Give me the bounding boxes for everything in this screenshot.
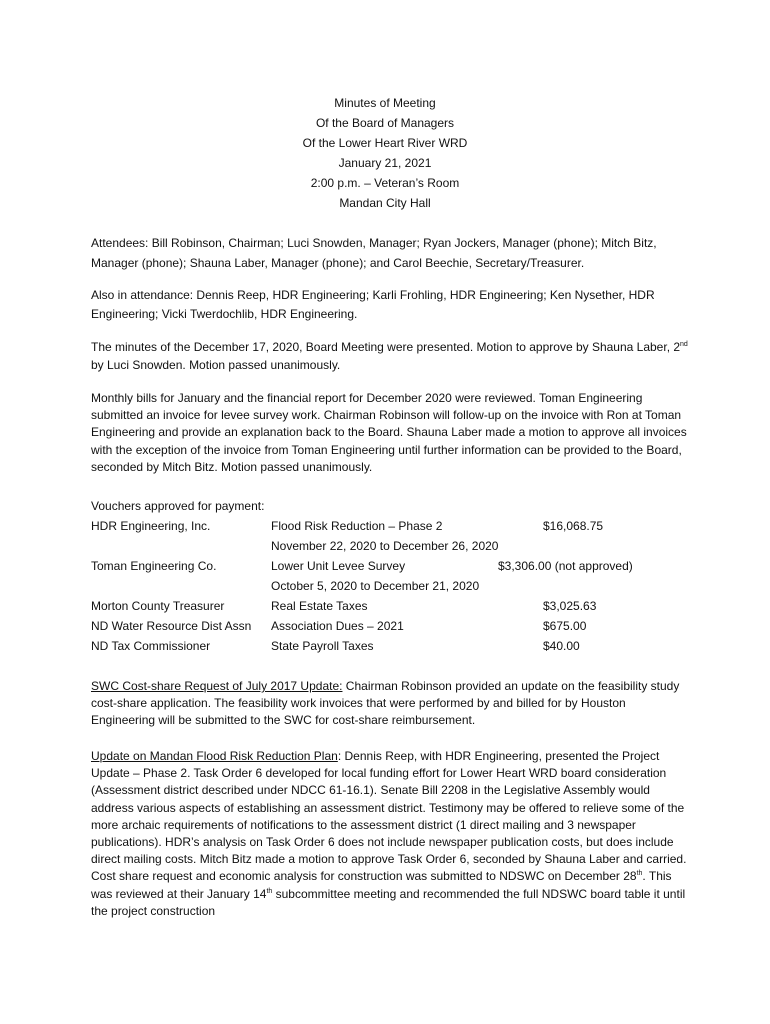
voucher-amount: $3,306.00 (not approved) — [498, 559, 633, 573]
vouchers-heading-text: Vouchers approved for payment: — [91, 499, 265, 513]
vouchers-heading — [91, 496, 691, 516]
attendees-paragraph: Attendees: Bill Robinson, Chairman; Luci Snowden, Manager; Ryan Jockers, Manager (phone); Mitch Bitz, Manager (phone); Shauna Laber, Manager (phone); and Carol Beechie, Secretary/Treasurer. — [91, 236, 657, 270]
header-venue: Mandan City Hall — [339, 196, 431, 210]
mandan-update-body-1: Dennis Reep, with HDR Engineering, presented the Project Update – Phase 2. Task Order 6 developed for local funding effort for Lower Heart WRD board consideration (Assessment district described under NDCC 61-16.1). Senate Bill 2208 in the Legislative Assembly would address various aspects of establishing an assessment district. Testimony may be offered to relieve some of the more archaic requirements of notifications to the assessment district (1 direct mailing and 3 newspaper publications). HDR’s analysis on Task Order 6 does not include newspaper publication costs, but does include direct mailing costs. Mitch Bitz made a motion to approve Task Order 6, seconded by Shauna Laber and carried. Cost share request and economic analysis for construction was submitted to NDSWC on December 28 — [91, 749, 687, 884]
voucher-description: Association Dues – 2021 — [271, 619, 404, 633]
voucher-payee: ND Water Resource Dist Assn — [91, 619, 252, 633]
header-title: Minutes of Meeting — [334, 96, 436, 110]
mandan-update-body-3: subcommittee meeting and recommended the full NDSWC board table it until the project construction — [91, 886, 686, 918]
voucher-row — [91, 636, 691, 656]
mandan-superscript-1: th — [636, 870, 643, 878]
minutes-superscript: nd — [680, 341, 688, 348]
voucher-payee: ND Tax Commissioner — [91, 639, 211, 653]
voucher-amount: $16,068.75 — [543, 519, 604, 533]
voucher-payee: Morton County Treasurer — [91, 599, 225, 613]
mandan-title-colon: : — [337, 749, 342, 763]
header-district: Of the Lower Heart River WRD — [302, 136, 468, 150]
swc-update-body: Chairman Robinson provided an update on the feasibility study cost-share application. The feasibility work invoices that were performed by and billed for by Houston Engineering will be submitted to the SWC for cost-share reimbursement. — [91, 679, 680, 728]
mandan-update-body-2: . This was reviewed at their January 14 — [91, 869, 672, 901]
minutes-text-1: The minutes of the December 17, 2020, Board Meeting were presented. Motion to approve by Shauna Laber, 2 — [91, 340, 681, 354]
voucher-payee: HDR Engineering, Inc. — [91, 519, 211, 533]
voucher-row — [91, 616, 691, 636]
mandan-update-paragraph — [91, 748, 691, 920]
voucher-row — [91, 596, 691, 616]
minutes-text-2: by Luci Snowden. Motion passed unanimously. — [91, 358, 341, 372]
voucher-amount: $40.00 — [543, 639, 580, 653]
minutes-approval-paragraph — [91, 338, 691, 374]
mandan-superscript-2: th — [266, 887, 273, 895]
voucher-row — [91, 516, 691, 536]
voucher-period: October 5, 2020 to December 21, 2020 — [271, 579, 480, 593]
voucher-period: November 22, 2020 to December 26, 2020 — [271, 539, 499, 553]
voucher-payee: Toman Engineering Co. — [91, 559, 217, 573]
monthly-bills-paragraph: Monthly bills for January and the financial report for December 2020 were reviewed. Toman Engineering submitted an invoice for levee survey work. Chairman Robinson will follow-up on the invoice with Ron at Toman Engineering and provide an explanation back to the Board. Shauna Laber made a motion to approve all invoices with the exception of the invoice from Toman Engineering until further information can be provided to the Board, seconded by Mitch Bitz. Motion passed unanimously. — [91, 391, 687, 474]
header-date: January 21, 2021 — [338, 156, 432, 170]
swc-update-paragraph — [91, 678, 691, 730]
meeting-header — [0, 93, 770, 213]
voucher-row — [91, 536, 691, 556]
voucher-amount: $675.00 — [543, 619, 587, 633]
voucher-description: State Payroll Taxes — [271, 639, 374, 653]
also-attendance-paragraph: Also in attendance: Dennis Reep, HDR Engineering; Karli Frohling, HDR Engineering; Ken Nysether, HDR Engineering; Vicki Twerdochlib, HDR Engineering. — [91, 288, 655, 321]
mandan-update-title: Update on Mandan Flood Risk Reduction Plan — [91, 749, 338, 763]
voucher-row — [91, 576, 691, 596]
header-board: Of the Board of Managers — [315, 116, 455, 130]
swc-update-title: SWC Cost-share Request of July 2017 Update: — [91, 679, 343, 693]
voucher-amount: $3,025.63 — [543, 599, 597, 613]
voucher-description: Real Estate Taxes — [271, 599, 368, 613]
voucher-row — [91, 556, 691, 576]
voucher-description: Flood Risk Reduction – Phase 2 — [271, 519, 443, 533]
voucher-description: Lower Unit Levee Survey — [271, 559, 406, 573]
header-time-location: 2:00 p.m. – Veteran’s Room — [310, 176, 460, 190]
